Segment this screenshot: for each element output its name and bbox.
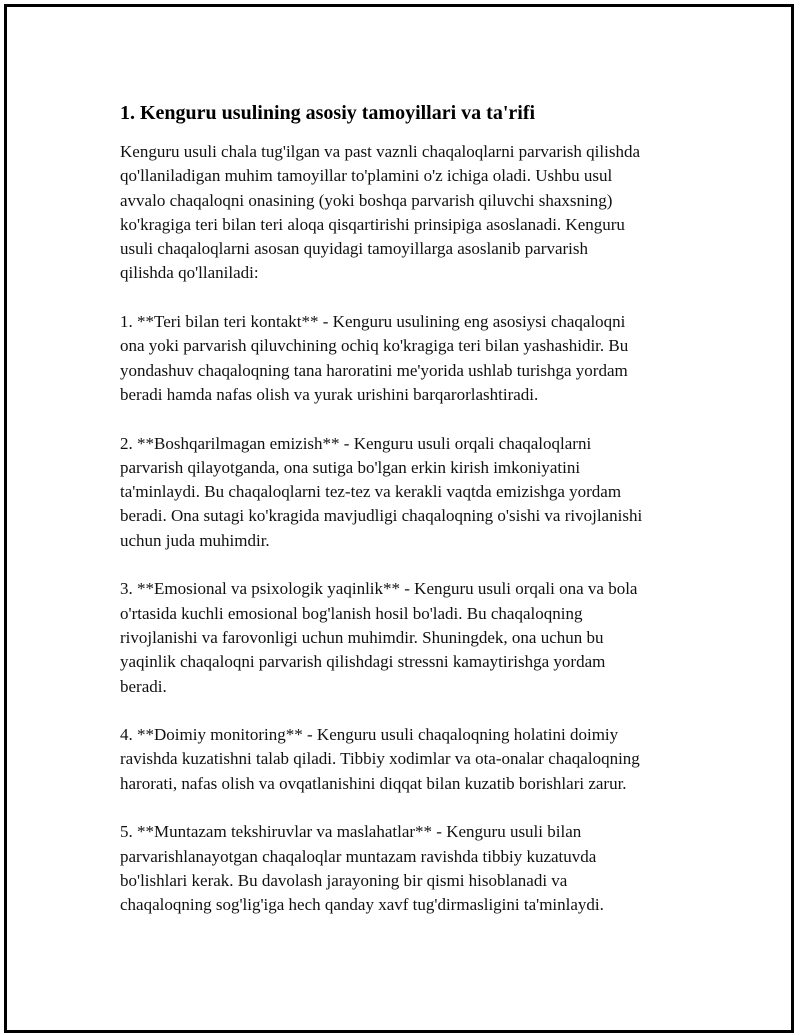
- principle-paragraph-1: 1. **Teri bilan teri kontakt** - Kenguru usulining eng asosiysi chaqaloqni ona yoki parvarish qiluvchining ochiq ko'kragiga teri bilan yashashidir. Bu yondashuv chaqaloqning tana haroratini me'yorida ushlab turishga yordam beradi hamda nafas olish va yurak urishini barqarorlashtiradi.: [120, 312, 629, 404]
- page-frame: [4, 4, 794, 1033]
- principle-paragraph-3: 3. **Emosional va psixologik yaqinlik** - Kenguru usuli orqali ona va bola o'rtasida kuchli emosional bog'lanish hosil bo'ladi. Bu chaqaloqning rivojlanishi va farovonligi uchun muhimdir. Shuningdek, ona uchun bu yaqinlik chaqaloqni parvarish qilishdagi stressni kamaytirishga yordam beradi.: [120, 579, 638, 696]
- principle-paragraph-2: 2. **Boshqarilmagan emizish** - Kenguru usuli orqali chaqaloqlarni parvarish qilayotganda, ona sutiga bo'lgan erkin kirish imkoniyatini ta'minlaydi. Bu chaqaloqlarni tez-tez va kerakli vaqtda emizishga yordam beradi. Ona sutagi ko'kragida mavjudligi chaqaloqning o'sishi va rivojlanishi uchun juda muhimdir.: [120, 433, 643, 550]
- document-body: [120, 100, 700, 942]
- principle-paragraph-5: 5. **Muntazam tekshiruvlar va maslahatlar** - Kenguru usuli bilan parvarishlanayotgan chaqaloqlar muntazam ravishda tibbiy kuzatuvda bo'lishlari kerak. Bu davolash jarayoning bir qismi hisoblanadi va chaqaloqning sog'lig'iga hech qanday xavf tug'dirmasligini ta'minlaydi.: [120, 822, 604, 915]
- intro-paragraph: Kenguru usuli chala tug'ilgan va past vaznli chaqaloqlarni parvarish qilishda qo'llaniladigan muhim tamoyillar to'plamini o'z ichiga oladi. Ushbu usul avvalo chaqaloqni onasining (yoki boshqa parvarish qiluvchi shaxsning) ko'kragiga teri bilan teri aloqa qisqartirishi prinsipiga asoslanadi. Kenguru usuli chaqaloqlarni asosan quyidagi tamoyillarga asoslanib parvarish qilishda qo'llaniladi:: [120, 142, 640, 283]
- section-heading: 1. Kenguru usulining asosiy tamoyillari va ta'rifi: [120, 102, 536, 124]
- principle-paragraph-4: 4. **Doimiy monitoring** - Kenguru usuli chaqaloqning holatini doimiy ravishda kuzatishni talab qiladi. Tibbiy xodimlar va ota-onalar chaqaloqning harorati, nafas olish va ovqatlanishini diqqat bilan kuzatib borishlari zarur.: [120, 725, 640, 793]
